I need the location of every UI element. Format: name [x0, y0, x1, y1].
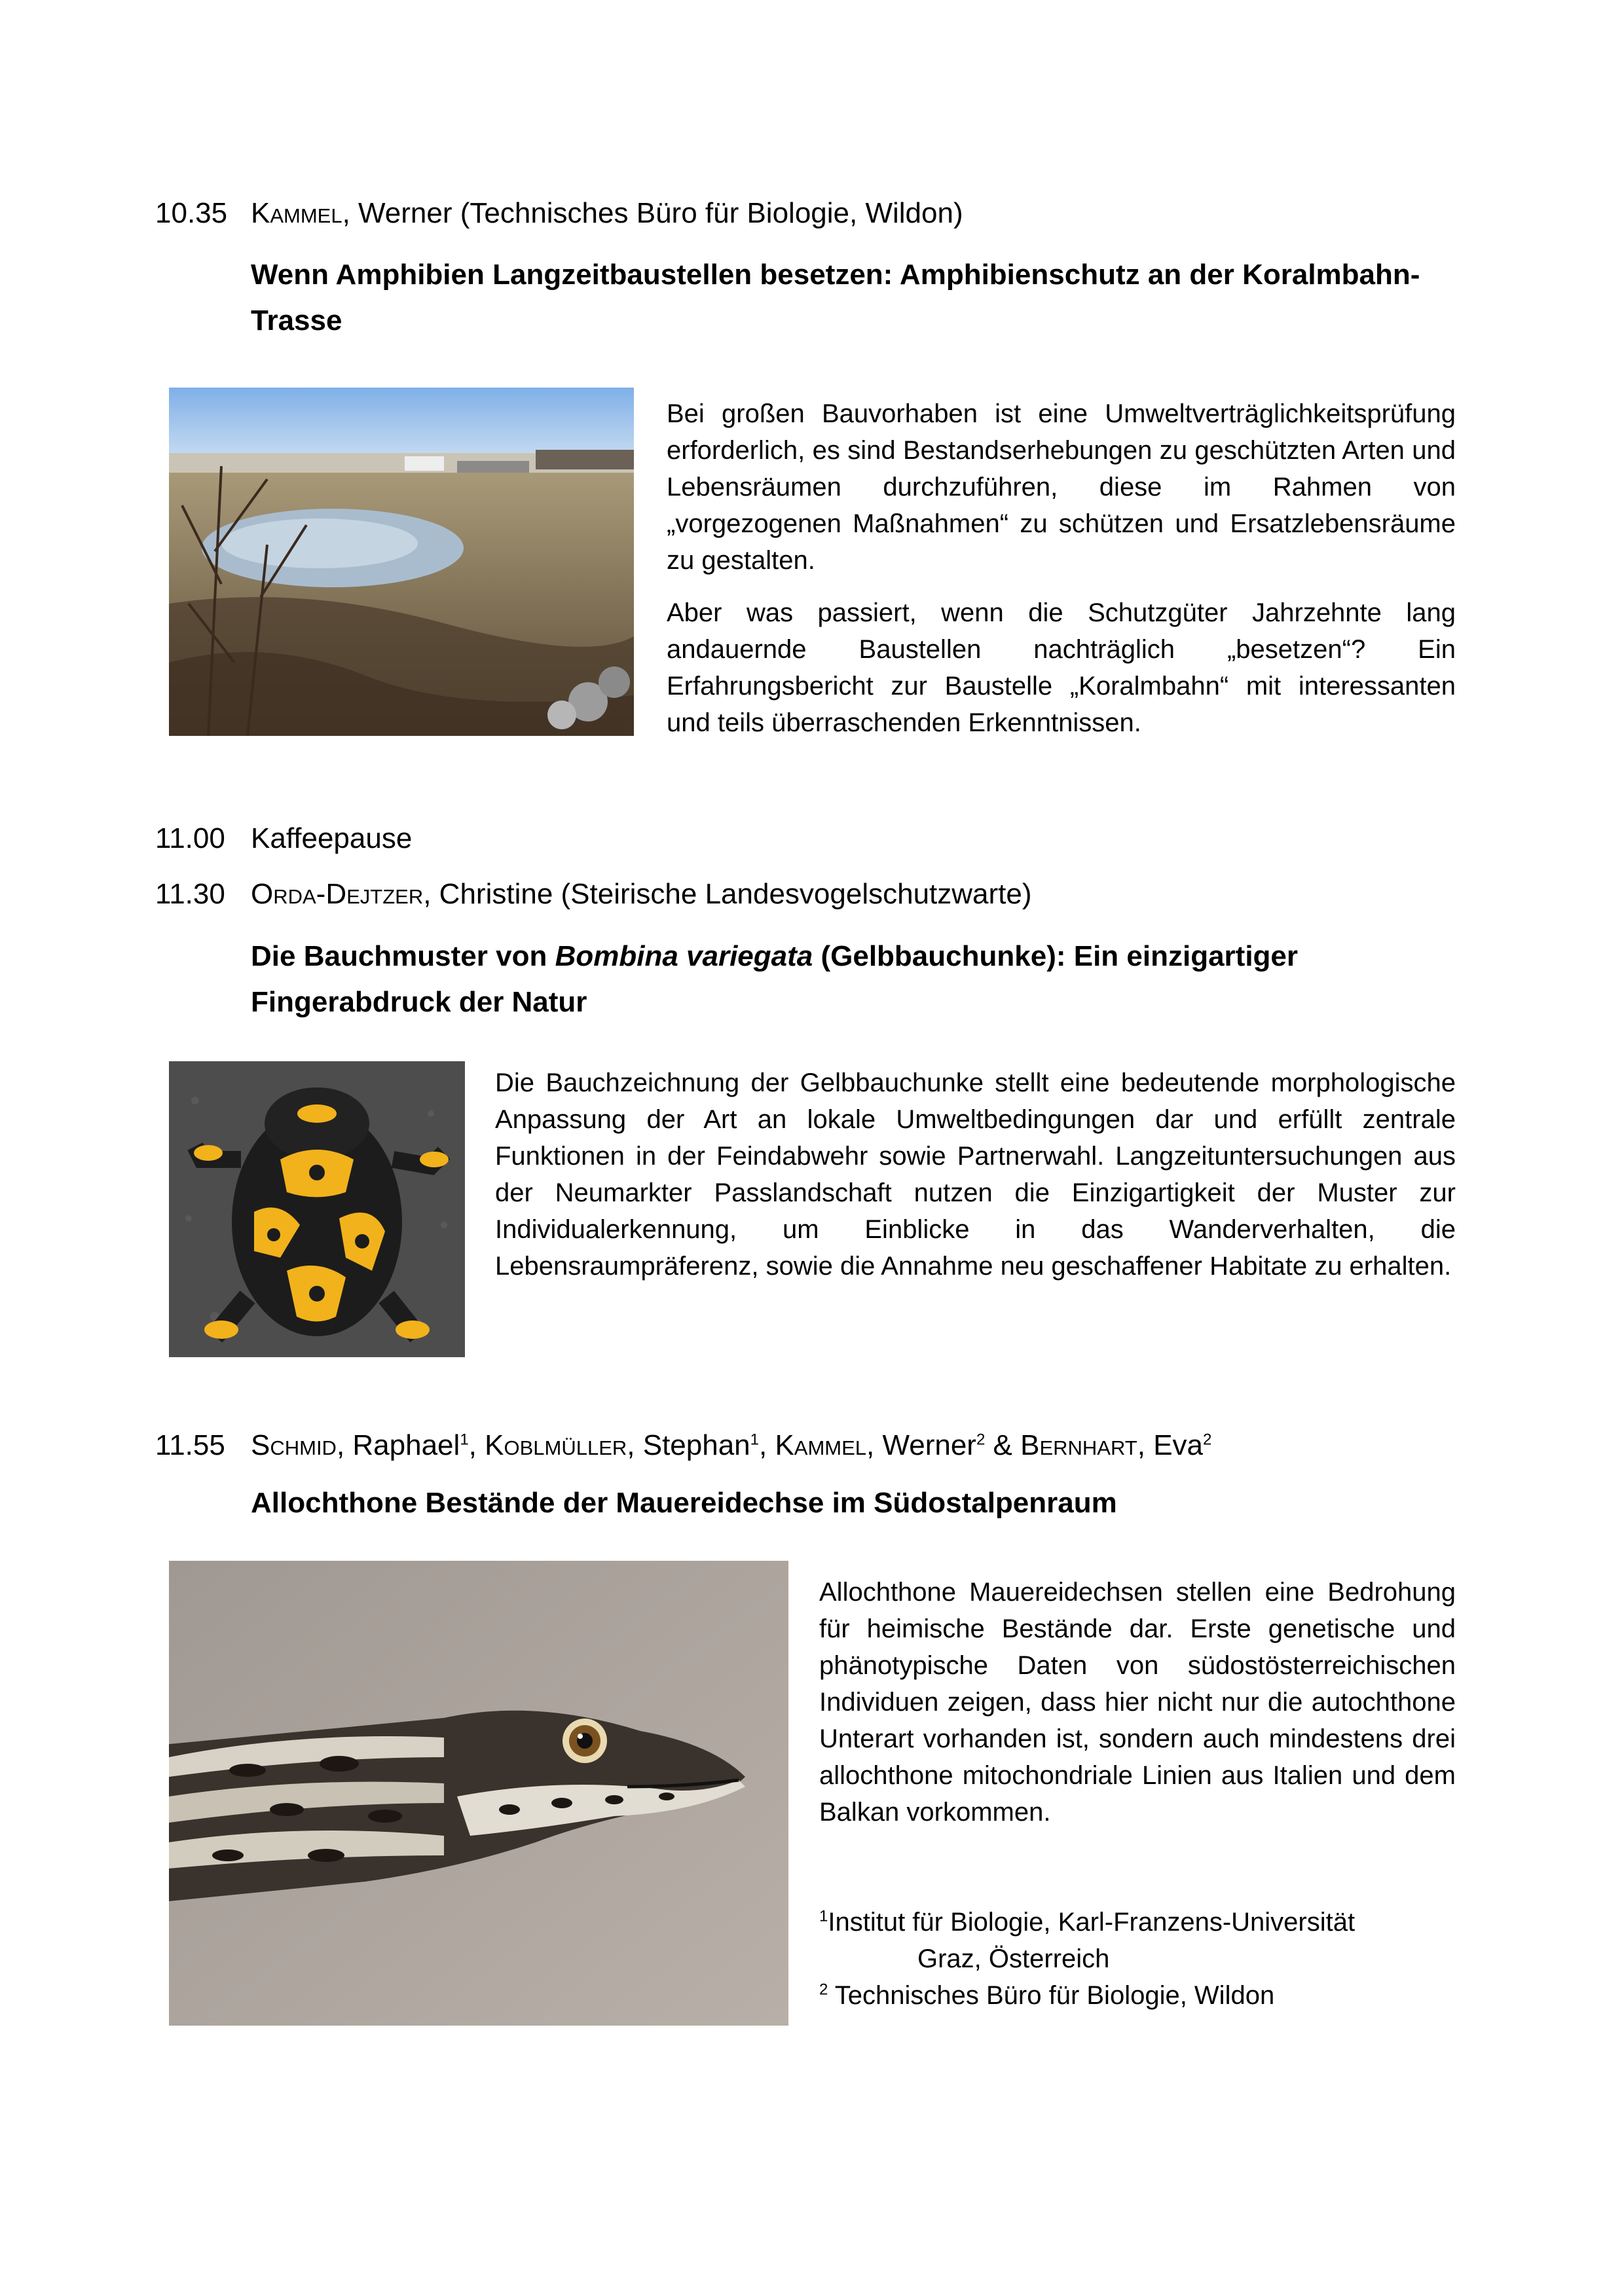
time-1130: 11.30	[155, 878, 225, 910]
talk-title-amphibien	[251, 252, 1495, 344]
abstract-amphibien	[667, 395, 1456, 757]
footnotes	[819, 1904, 1461, 2014]
coffee-break-label: Kaffeepause	[251, 822, 413, 854]
title-line: Trasse	[251, 304, 342, 337]
affiliation-mark: 1	[460, 1430, 469, 1449]
author-surname: Kammel	[775, 1429, 867, 1461]
author-surname: Schmid	[251, 1429, 337, 1461]
author-affiliation: , Werner (Technisches Büro für Biologie, Wildon)	[342, 197, 963, 229]
footnote-2: $^2$ Technisches Büro für Biologie, Wildon	[819, 1980, 1275, 2010]
talk-title-bombina	[251, 934, 1495, 1025]
abstract-paragraph: Bei großen Bauvorhaben ist eine Umweltverträglichkeitsprüfung erforderlich, es sind Bestandserhebungen zu geschützten Arten und Lebensräumen durchzuführen, diese im Rahmen von „vorgezogenen Maßnahmen“ zu schützen und Ersatzlebensräume zu gestalten.	[667, 399, 1456, 575]
photo-yellow-bellied-toad	[169, 1061, 465, 1357]
affiliation-mark: 2	[976, 1430, 986, 1449]
footnote-mark: 1	[819, 1907, 828, 1925]
affiliation-mark: 1	[750, 1430, 759, 1449]
author-line-schmid-et-al: Schmid, Raphael$^1$, Koblmüller, Stephan$^1$, Kammel, Werner$^2$ & Bernhart, Eva$^2$	[251, 1429, 1212, 1461]
author-line-kammel	[251, 195, 963, 232]
title-line: Fingerabdruck der Natur	[251, 986, 587, 1018]
author-surname: Koblmüller	[485, 1429, 627, 1461]
time-1035: 10.35	[155, 197, 228, 229]
author-surname: Bernhart	[1020, 1429, 1137, 1461]
footnote-mark: 2	[819, 1980, 828, 1999]
talk-title-mauereidechse: Allochthone Bestände der Mauereidechse im Südostalpenraum	[251, 1487, 1117, 1519]
title-line: Wenn Amphibien Langzeitbaustellen besetzen: Amphibienschutz an der Koralmbahn-	[251, 259, 1420, 291]
author-line-orda-dejtzer	[251, 876, 1032, 913]
time-1155: 11.55	[155, 1429, 225, 1461]
abstract-paragraph: Allochthone Mauereidechsen stellen eine Bedrohung für heimische Bestände dar. Erste genetische und phänotypische Daten von südostösterreichischen Individuen zeigen, dass hier nicht nur die autochthone Unterart vorhanden ist, sondern auch mindestens drei allochthone mitochondriale Linien aus Italien und dem Balkan vorkommen.	[819, 1578, 1456, 1827]
abstract-mauereidechse	[819, 1574, 1456, 1846]
abstract-bombina	[495, 1065, 1456, 1300]
time-1100: 11.00	[155, 822, 225, 854]
footnote-1: $^1$Institut für Biologie, Karl-Franzens-Universität Graz, Österreich	[819, 1907, 1356, 1973]
photo-construction-pond	[169, 388, 634, 736]
author-affiliation: , Christine (Steirische Landesvogelschutzwarte)	[423, 878, 1032, 910]
title-line: Die Bauchmuster von Bombina variegata (Gelbbauchunke): Ein einzigartiger	[251, 940, 1299, 972]
species-name: Bombina variegata	[555, 940, 813, 972]
affiliation-mark: 2	[1203, 1430, 1212, 1449]
abstract-paragraph: Die Bauchzeichnung der Gelbbauchunke stellt eine bedeutende morphologische Anpassung der Art an lokale Umweltbedingungen dar und erfüllt zentrale Funktionen in der Feindabwehr sowie Partnerwahl. Langzeituntersuchungen aus der Neumarkter Passlandschaft nutzen die Einzigartigkeit der Muster zur Individualerkennung, um Einblicke in das Wanderverhalten, die Lebensraumpräferenz, sowie die Annahme neu geschaffener Habitate zu erhalten.	[495, 1068, 1456, 1281]
abstract-paragraph: Aber was passiert, wenn die Schutzgüter Jahrzehnte lang andauernde Baustellen nachträglich „besetzen“? Ein Erfahrungsbericht zur Baustelle „Koralmbahn“ mit interessanten und teils überraschenden Erkenntnissen.	[667, 598, 1456, 737]
photo-wall-lizard	[169, 1561, 788, 2026]
author-surname: Orda-Dejtzer	[251, 878, 424, 910]
author-surname: Kammel	[251, 197, 342, 229]
